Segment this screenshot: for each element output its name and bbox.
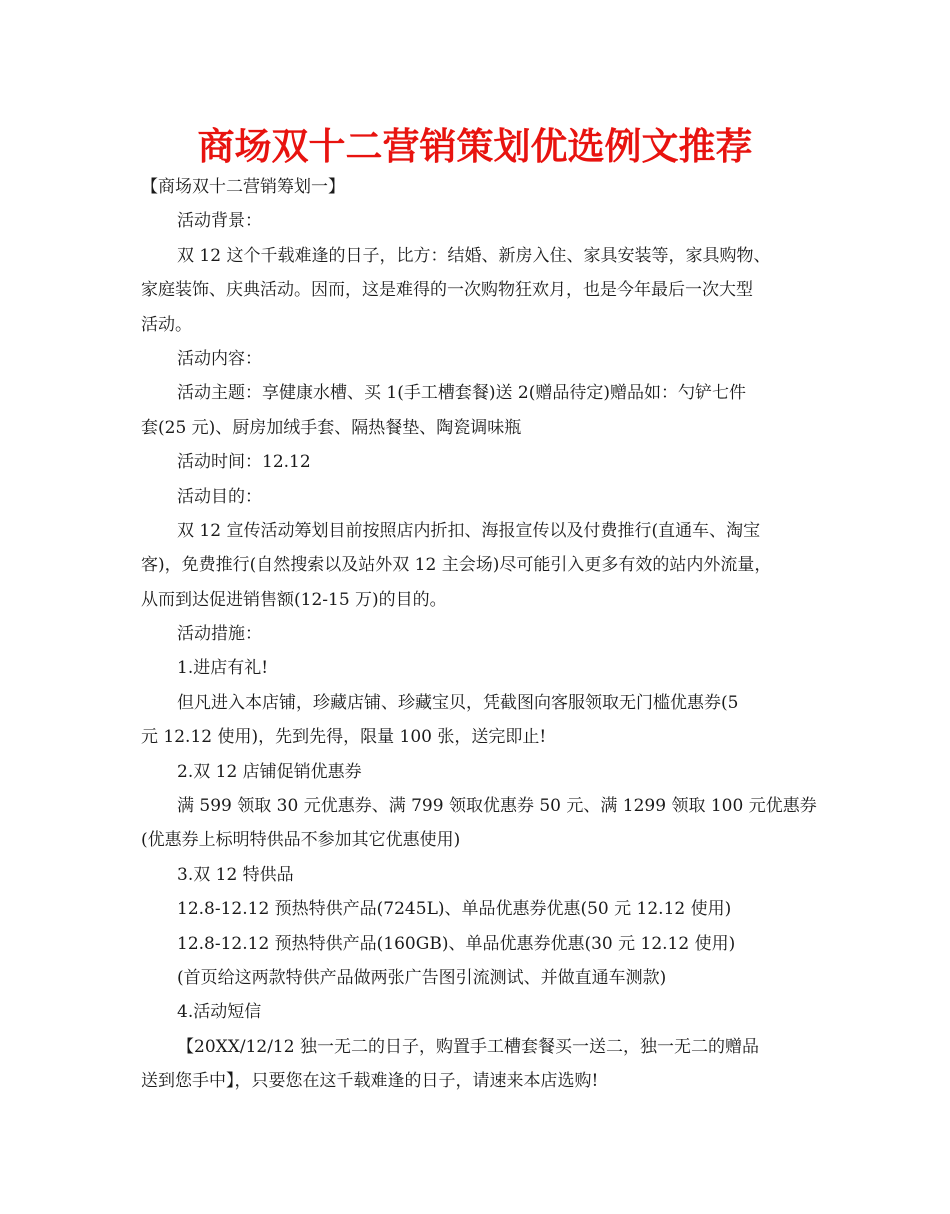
body-line: 1.进店有礼! — [177, 658, 269, 679]
body-line: (优惠券上标明特供品不参加其它优惠使用) — [141, 830, 461, 851]
body-line: 3.双 12 特供品 — [177, 864, 294, 885]
body-line: 4.活动短信 — [177, 1002, 262, 1023]
body-line: 客)，免费推行(自然搜索以及站外双 12 主会场)尽可能引入更多有效的站内外流量， — [141, 555, 772, 576]
body-line: 双 12 这个千载难逢的日子，比方：结婚、新房入住、家具安装等，家具购物、 — [177, 245, 771, 266]
body-line: 【商场双十二营销筹划一】 — [141, 177, 345, 197]
body-line: 12.8-12.12 预热特供产品(160GB)、单品优惠券优惠(30 元 12.12 使用) — [177, 933, 736, 954]
body-line: 【20XX/12/12 独一无二的日子，购置手工槽套餐买一送二，独一无二的赠品 — [177, 1036, 759, 1057]
body-line: 元 12.12 使用)，先到先得，限量 100 张，送完即止! — [141, 727, 547, 748]
body-line: 2.双 12 店铺促销优惠券 — [177, 761, 362, 782]
body-line: 双 12 宣传活动筹划目前按照店内折扣、海报宣传以及付费推行(直通车、淘宝 — [177, 520, 761, 541]
body-line: 从而到达促进销售额(12-15 万)的目的。 — [141, 589, 447, 610]
body-line: 但凡进入本店铺，珍藏店铺、珍藏宝贝，凭截图向客服领取无门槛优惠券(5 — [177, 692, 739, 713]
body-line: 活动主题：享健康水槽、买 1(手工槽套餐)送 2(赠品待定)赠品如：勺铲七件 — [177, 383, 746, 404]
body-line: 活动目的： — [177, 486, 262, 507]
body-line: 送到您手中】，只要您在这千载难逢的日子，请速来本店选购! — [141, 1071, 599, 1092]
document-title: 商场双十二营销策划优选例文推荐 — [197, 125, 753, 168]
body-line: 12.8-12.12 预热特供产品(7245L)、单品优惠券优惠(50 元 12.12 使用) — [177, 899, 732, 920]
body-line: (首页给这两款特供产品做两张广告图引流测试、并做直通车测款) — [177, 967, 667, 988]
body-line: 活动背景： — [177, 211, 262, 232]
body-line: 活动内容： — [177, 348, 262, 369]
body-line: 活动时间：12.12 — [177, 452, 311, 473]
body-line: 套(25 元)、厨房加绒手套、隔热餐垫、陶瓷调味瓶 — [141, 417, 522, 438]
body-line: 满 599 领取 30 元优惠券、满 799 领取优惠券 50 元、满 1299 领取 100 元优惠券 — [177, 796, 817, 817]
document-body — [141, 170, 821, 1099]
body-line: 家庭装饰、庆典活动。因而，这是难得的一次购物狂欢月，也是今年最后一次大型 — [141, 280, 753, 301]
body-line: 活动措施： — [177, 624, 262, 645]
body-line: 活动。 — [141, 314, 192, 335]
